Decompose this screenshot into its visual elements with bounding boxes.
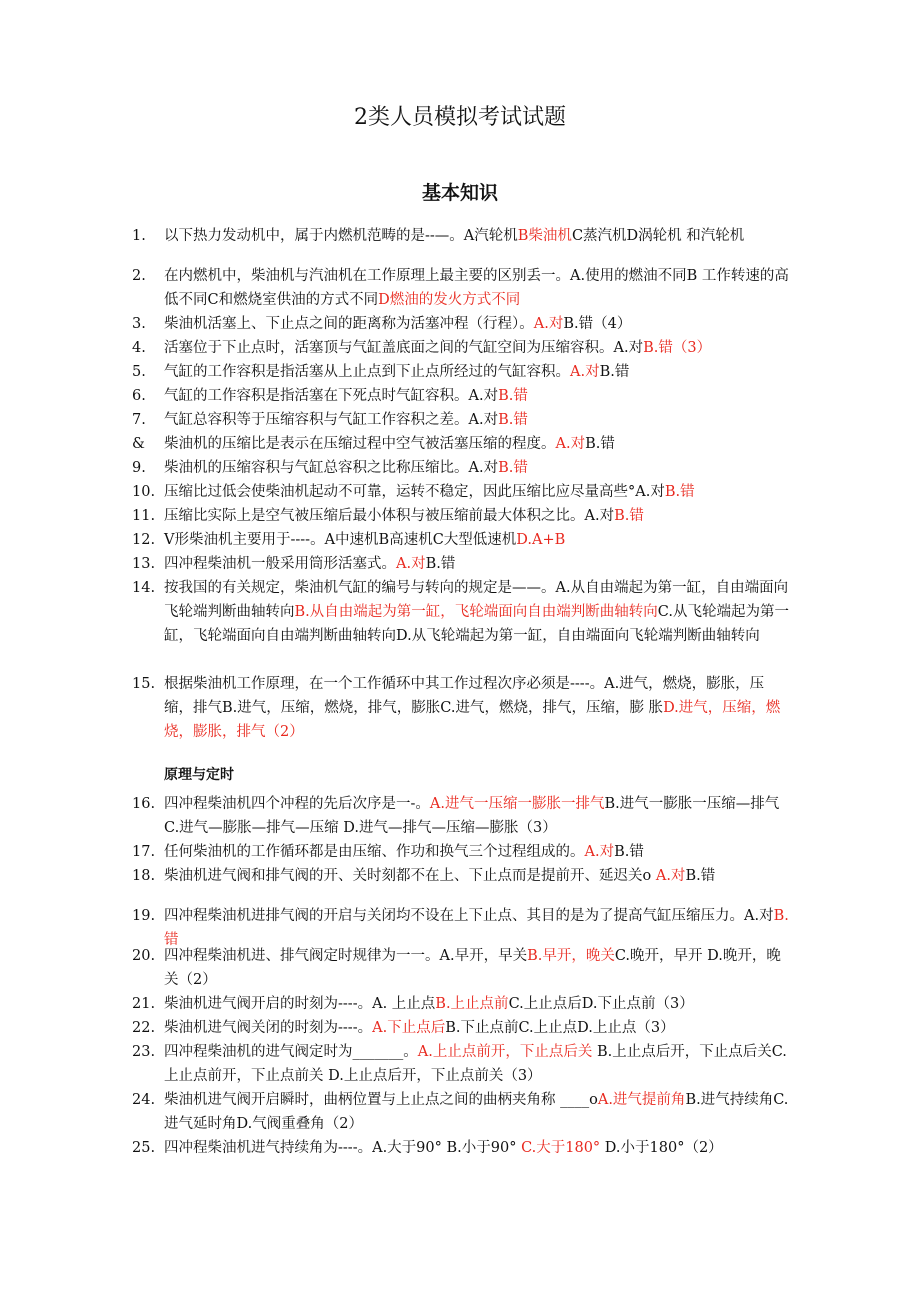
question-item <box>132 384 792 408</box>
question-text-segment: C.上止点后D.下止点前（3） <box>508 996 694 1012</box>
question-text-segment: 在内燃机中，柴油机与汽油机在工作原理上最主要的区别丢一。A.使用的燃油不同B 工作转速的高低不同C和燃烧室供油的方式不同 <box>164 268 789 308</box>
question-item <box>132 408 792 432</box>
question-item <box>132 576 792 648</box>
question-text <box>164 840 792 864</box>
correct-answer-highlight: D燃油的发火方式不同 <box>378 292 521 308</box>
question-number: 24. <box>132 1092 156 1108</box>
question-item <box>132 1136 792 1160</box>
question-item <box>132 264 792 312</box>
correct-answer-highlight: A.下止点后 <box>372 1020 446 1036</box>
question-text-segment: V形柴油机主要用于----。A中速机B高速机C大型低速机 <box>164 532 517 548</box>
correct-answer-highlight: D.A+B <box>516 532 566 548</box>
question-item <box>132 792 792 840</box>
question-text <box>164 944 792 992</box>
question-text-segment: C.晚开，早开 D.晚开，晚关（2） <box>164 948 781 988</box>
question-text <box>164 1040 792 1088</box>
question-text-segment: B.下止点前C.上止点D.上止点（3） <box>445 1020 675 1036</box>
section-heading-basic-knowledge: 基本知识 <box>421 182 498 204</box>
question-text <box>164 312 792 336</box>
question-number: 13. <box>132 556 156 572</box>
question-text-segment: 气缸的工作容积是指活塞从上止点到下止点所经过的气缸容积。 <box>164 364 570 380</box>
question-text <box>164 336 792 360</box>
question-text <box>164 528 792 552</box>
question-text-segment: 压缩比实际上是空气被压缩后最小体积与被压缩前最大体积之比。A.对 <box>164 508 615 524</box>
question-text-segment: 气缸的工作容积是指活塞在下死点时气缸容积。A.对 <box>164 388 499 404</box>
question-text <box>164 432 792 456</box>
question-item <box>132 528 792 552</box>
question-item <box>132 360 792 384</box>
question-number: 1. <box>132 228 146 244</box>
question-number: 12. <box>132 532 156 548</box>
question-item <box>132 1088 792 1136</box>
question-number: 16. <box>132 796 156 812</box>
question-text <box>164 1136 792 1160</box>
question-text-segment: 四冲程柴油机进气持续角为----。A.大于90° B.小于90° <box>164 1140 522 1156</box>
correct-answer-highlight: A.对 <box>570 364 600 380</box>
question-item <box>132 1016 792 1040</box>
question-item <box>132 504 792 528</box>
correct-answer-highlight: B.错 <box>164 908 789 948</box>
question-item <box>132 336 792 360</box>
question-item <box>132 1040 792 1088</box>
question-text-segment: 四冲程柴油机四个冲程的先后次序是一-。 <box>164 796 430 812</box>
question-text-segment: 柴油机的压缩比是表示在压缩过程中空气被活塞压缩的程度。 <box>164 436 556 452</box>
question-item <box>132 840 792 864</box>
question-number: 22. <box>132 1020 156 1036</box>
question-text-segment: B.进气一膨胀一压缩—排气 C.进气—膨胀—排气—压缩 D.进气—排气—压缩—膨胀（3） <box>164 796 780 836</box>
document-title: 2类人员模拟考试试题 <box>354 105 566 130</box>
correct-answer-highlight: B.从自由端起为第一缸，飞轮端面向自由端判断曲轴转向 <box>294 604 658 620</box>
question-text-segment: B.错 <box>614 844 644 860</box>
question-item <box>132 992 792 1016</box>
question-text-segment: 柴油机进气阀关闭的时刻为----。 <box>164 1020 373 1036</box>
question-text-segment: B.错 <box>585 436 615 452</box>
question-text <box>164 264 792 312</box>
question-number: 14. <box>132 580 156 596</box>
correct-answer-highlight: A.对 <box>396 556 426 572</box>
question-text <box>164 224 792 248</box>
question-item <box>132 312 792 336</box>
question-item <box>132 456 792 480</box>
correct-answer-highlight: B.错 <box>498 388 528 404</box>
question-number: 6. <box>132 388 146 404</box>
question-number: 2. <box>132 268 146 284</box>
question-number: 19. <box>132 908 156 924</box>
question-number: 3. <box>132 316 146 332</box>
question-text-segment: C蒸汽机D涡轮机 和汽轮机 <box>571 228 745 244</box>
question-text-segment: B.错（4） <box>563 316 632 332</box>
question-text <box>164 456 792 480</box>
question-text-segment: B.进气持续角C.进气延时角D.气阀重叠角（2） <box>164 1092 789 1132</box>
correct-answer-highlight: A.进气提前角 <box>597 1092 686 1108</box>
question-text-segment: 柴油机进气阀开启的时刻为----。A. 上止点 <box>164 996 436 1012</box>
correct-answer-highlight: B.错 <box>498 460 528 476</box>
question-text-segment: 四冲程柴油机的进气阀定时为_______。 <box>164 1044 418 1060</box>
correct-answer-highlight: A.对 <box>533 316 564 332</box>
question-text <box>164 1088 792 1136</box>
question-text-segment: 压缩比过低会使柴油机起动不可靠，运转不稳定，因此压缩比应尽量高些°A.对 <box>164 484 665 500</box>
question-item <box>132 864 792 888</box>
question-item <box>132 672 792 744</box>
question-text-segment: 柴油机活塞上、下止点之间的距离称为活塞冲程（行程）。 <box>164 316 534 332</box>
question-text <box>164 992 792 1016</box>
question-text-segment: 四冲程柴油机进排气阀的开启与关闭均不设在上下止点、其目的是为了提高气缸压缩压力。A.对 <box>164 908 774 924</box>
question-text <box>164 504 792 528</box>
question-text <box>164 552 792 576</box>
question-item <box>132 224 792 248</box>
correct-answer-highlight: D.进气，压缩，燃烧，膨胀，排气（2） <box>164 700 781 740</box>
correct-answer-highlight: B.错 <box>614 508 644 524</box>
question-number: 15. <box>132 676 156 692</box>
question-text <box>164 576 792 648</box>
correct-answer-highlight: B柴油机 <box>517 228 572 244</box>
correct-answer-highlight: B.早开，晚关 <box>527 948 615 964</box>
question-text-segment: 按我国的有关规定，柴油机气缸的编号与转向的规定是——。A.从自由端起为第一缸，自由端面向飞轮端判断曲轴转向 <box>164 580 789 620</box>
question-text-segment: 气缸总容积等于压缩容积与气缸工作容积之差。A.对 <box>164 412 499 428</box>
question-text <box>164 408 792 432</box>
question-text <box>164 360 792 384</box>
question-text <box>164 792 792 840</box>
question-text-segment: B.上止点后开，下止点后关C.上止点前开，下止点前关 D.上止点后开，下止点前关（3） <box>164 1044 787 1084</box>
question-number: 25. <box>132 1140 156 1156</box>
question-text <box>164 1016 792 1040</box>
question-text-segment: D.小于180°（2） <box>600 1140 723 1156</box>
question-text <box>164 384 792 408</box>
question-number: 17. <box>132 844 156 860</box>
question-number: 10. <box>132 484 156 500</box>
question-number: 23. <box>132 1044 156 1060</box>
question-text-segment: 柴油机进气阀和排气阀的开、关时刻都不在上、下止点而是提前开、延迟关o <box>164 868 656 884</box>
question-item <box>132 480 792 504</box>
question-number: 4. <box>132 340 146 356</box>
question-number: 18. <box>132 868 156 884</box>
question-text-segment: 柴油机的压缩容积与气缸总容积之比称压缩比。A.对 <box>164 460 499 476</box>
question-item <box>132 944 792 992</box>
correct-answer-highlight: A.对 <box>584 844 615 860</box>
subsection-heading-principle-timing: 原理与定时 <box>164 767 234 783</box>
question-text-segment: B.错 <box>685 868 716 884</box>
question-item <box>132 432 792 456</box>
question-number: 5. <box>132 364 146 380</box>
question-text-segment: 柴油机进气阀开启瞬时，曲柄位置与上止点之间的曲柄夹角称 ____o <box>164 1092 598 1108</box>
question-number: 20. <box>132 948 156 964</box>
correct-answer-highlight: B.错 <box>664 484 695 500</box>
question-text-segment: C.从飞轮端起为第一缸，飞轮端面向自由端判断曲轴转向D.从飞轮端起为第一缸，自由端面向飞轮端判断曲轴转向 <box>164 604 789 644</box>
question-text-segment: 活塞位于下止点时，活塞顶与气缸盖底面之间的气缸空间为压缩容积。A.对 <box>164 340 644 356</box>
question-text <box>164 672 792 744</box>
question-number: 11. <box>132 508 156 524</box>
correct-answer-highlight: A.上止点前开，下止点后关 <box>417 1044 593 1060</box>
correct-answer-highlight: B.错 <box>498 412 528 428</box>
question-number: & <box>132 436 145 452</box>
question-text-segment: B.错 <box>599 364 630 380</box>
question-text-segment: B.错 <box>425 556 456 572</box>
question-text-segment: 四冲程柴油机进、排气阀定时规律为一一。A.早开，早关 <box>164 948 528 964</box>
question-text-segment: 根据柴油机工作原理，在一个工作循环中其工作过程次序必须是----。A.进气，燃烧，膨胀，压缩，排气B.进气，压缩，燃烧，排气，膨胀C.进气，燃烧，排气，压缩，膨 胀 <box>164 676 765 716</box>
correct-answer-highlight: C.大于180° <box>521 1140 601 1156</box>
correct-answer-highlight: A.对 <box>555 436 586 452</box>
question-text-segment: 任何柴油机的工作循环都是由压缩、作功和换气三个过程组成的。 <box>164 844 585 860</box>
question-text-segment: 四冲程柴油机一般采用筒形活塞式。 <box>164 556 396 572</box>
question-text-segment: 以下热力发动机中，属于内燃机范畴的是--—。A汽轮机 <box>164 228 518 244</box>
correct-answer-highlight: A.对 <box>655 868 686 884</box>
question-text <box>164 864 792 888</box>
question-number: 7. <box>132 412 146 428</box>
question-number: 21. <box>132 996 156 1012</box>
correct-answer-highlight: A.进气一压缩一膨胀一排气 <box>429 796 605 812</box>
question-text <box>164 480 792 504</box>
correct-answer-highlight: B.错（3） <box>643 340 712 356</box>
correct-answer-highlight: B.上止点前 <box>435 996 509 1012</box>
question-item <box>132 552 792 576</box>
question-number: 9. <box>132 460 146 476</box>
